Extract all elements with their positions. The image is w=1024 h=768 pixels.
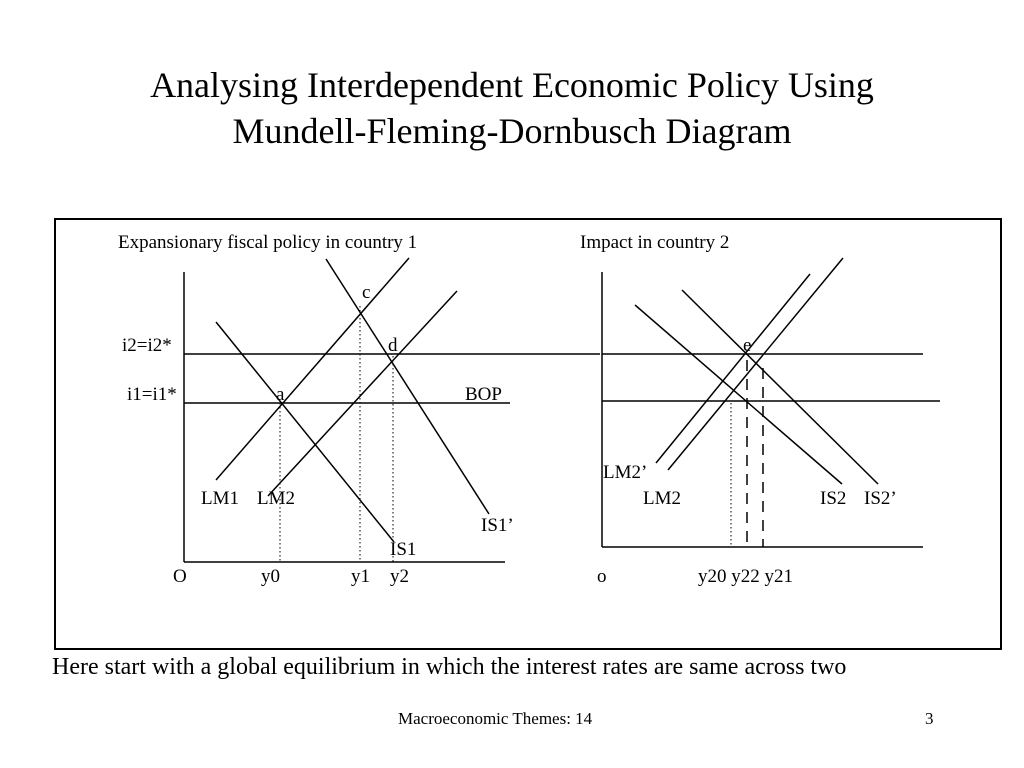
label-i1: i1=i1* [127,384,177,405]
label-bop: BOP [465,384,502,405]
is2-prime-curve [682,290,878,484]
lm2-right-curve [656,274,810,463]
label-y20-y22-y21: y20 y22 y21 [698,566,793,587]
title-line-2: Mundell-Fleming-Dornbusch Diagram [232,111,792,151]
label-lm1: LM1 [201,488,239,509]
right-panel-heading: Impact in country 2 [580,232,730,253]
slide-footer: Macroeconomic Themes: 14 [398,709,593,728]
label-is2-prime: IS2’ [864,488,897,509]
label-y0: y0 [261,566,280,587]
label-origin-right: o [597,566,607,587]
label-y1: y1 [351,566,370,587]
label-is1: IS1 [390,539,417,560]
left-panel-heading: Expansionary fiscal policy in country 1 [118,232,418,253]
label-origin-left: O [173,566,187,587]
label-c: c [362,282,371,303]
lm2-curve [268,291,457,496]
slide-caption: Here start with a global equilibrium in which the interest rates are same across two [52,654,847,680]
label-a: a [276,384,285,405]
label-lm2-left: LM2 [257,488,295,509]
label-lm2-right: LM2 [643,488,681,509]
is1-curve [216,322,394,542]
label-lm2-prime: LM2’ [603,462,648,483]
label-is2: IS2 [820,488,847,509]
label-is1-prime: IS1’ [481,515,514,536]
page-number: 3 [925,709,934,728]
label-i2: i2=i2* [122,335,172,356]
label-e: e [743,335,752,356]
is2-curve [635,305,842,484]
lm2-prime-curve [668,258,843,470]
title-line-1: Analysing Interdependent Economic Policy Using [150,65,874,105]
left-panel [184,258,600,562]
label-d: d [388,335,398,356]
label-y2: y2 [390,566,409,587]
